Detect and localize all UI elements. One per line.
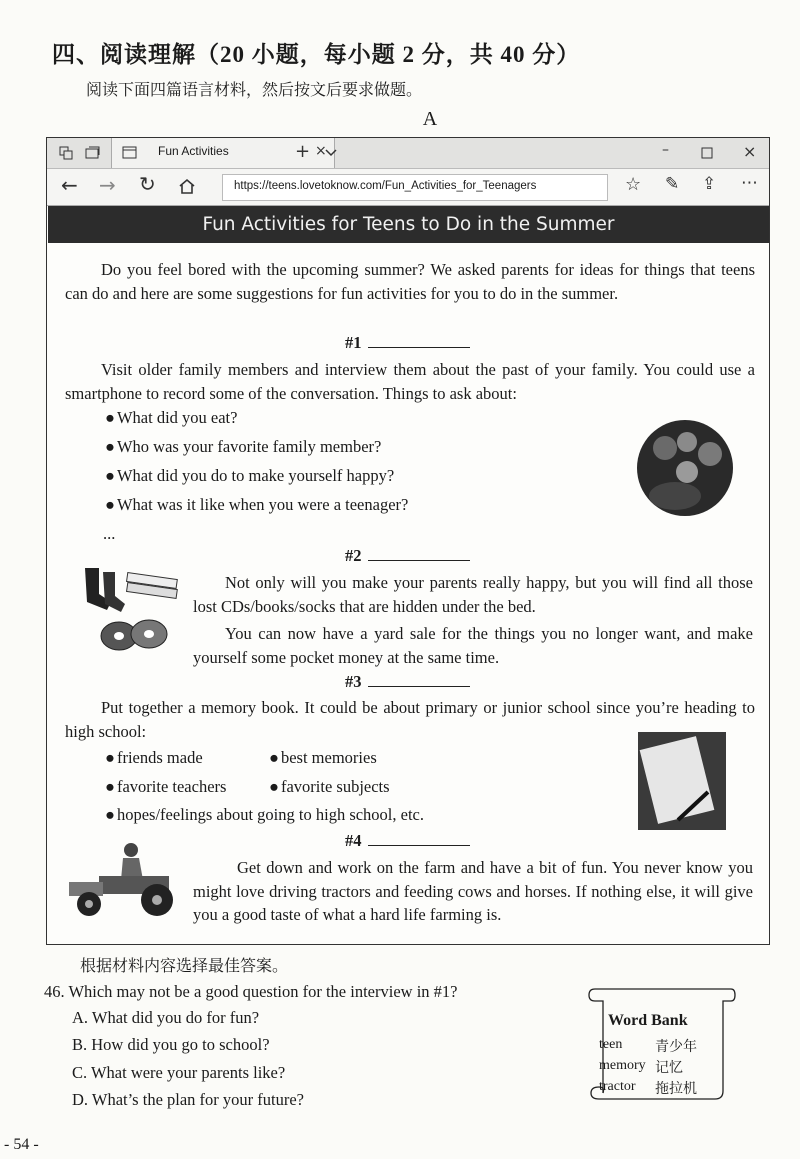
word-bank-title: Word Bank — [608, 1012, 688, 1029]
family-photo — [635, 418, 735, 518]
share-icon[interactable]: ⇪ — [702, 174, 717, 194]
option-b[interactable]: B. How did you go to school? — [72, 1035, 270, 1054]
minimize-icon[interactable]: – — [662, 142, 669, 158]
section-2-paragraph-2: You can now have a yard sale for the things you no longer want, and make yourself some pocket money at the same time. — [193, 624, 753, 667]
home-icon[interactable] — [178, 178, 196, 194]
option-a[interactable]: A. What did you do for fun? — [72, 1008, 260, 1027]
favorites-icon[interactable]: ☆ — [625, 174, 642, 195]
list-item: ● friends made — [105, 748, 203, 768]
word-zh: 记忆 — [655, 1061, 683, 1076]
option-d[interactable]: D. What’s the plan for your future? — [72, 1090, 304, 1109]
word-en: memory — [599, 1058, 646, 1073]
new-tab-icon[interactable]: + — [295, 141, 311, 162]
more-icon[interactable]: ⋯ — [741, 173, 758, 193]
word-en: teen — [599, 1037, 623, 1052]
back-icon[interactable]: ← — [61, 173, 78, 197]
page-number: - 54 - — [4, 1136, 39, 1153]
task-instruction: 根据材料内容选择最佳答案。 — [80, 958, 289, 975]
list-item: ● favorite subjects — [269, 777, 390, 797]
address-bar — [47, 169, 769, 206]
tab-title: Fun Activities — [158, 144, 229, 158]
intro-paragraph: Do you feel bored with the upcoming summer? We asked parents for ideas for things that teens can do and here are some suggestions for fun activities for you to do in the summer. — [65, 260, 755, 303]
list-item: ● What was it like when you were a teenager? — [105, 495, 408, 515]
section-3-heading: #3 — [345, 672, 470, 692]
section-2-heading: #2 — [345, 546, 470, 566]
word-en: tractor — [599, 1079, 636, 1094]
set-aside-tabs-icon[interactable] — [85, 146, 101, 160]
instruction-text: 阅读下面四篇语言材料，然后按文后要求做题。 — [86, 82, 423, 99]
question-stem: 46. Which may not be a good question for the interview in #1? — [44, 982, 458, 1001]
url-text: https://teens.lovetoknow.com/Fun_Activities_for_Teenagers — [234, 180, 537, 192]
section-1-heading: #1 — [345, 333, 470, 353]
close-tab-icon[interactable]: × — [315, 143, 327, 159]
section-2-paragraph-1: Not only will you make your parents really happy, but you will find all those lost CDs/books/socks that are hidden under the bed. — [193, 573, 753, 616]
page-icon — [122, 146, 138, 160]
option-c[interactable]: C. What were your parents like? — [72, 1063, 286, 1082]
word-bank — [585, 983, 737, 1107]
word-zh: 拖拉机 — [655, 1082, 697, 1097]
refresh-icon[interactable]: ↻ — [139, 172, 156, 196]
url-field[interactable] — [222, 174, 608, 201]
browser-window — [46, 137, 770, 945]
ellipsis: ... — [103, 524, 116, 543]
list-item: ● hopes/feelings about going to high school, etc. — [105, 805, 424, 825]
section-3-paragraph: Put together a memory book. It could be about primary or junior school since you’re heading to high school: — [65, 698, 755, 741]
word-zh: 青少年 — [655, 1040, 697, 1055]
list-item: ● What did you eat? — [105, 408, 237, 428]
section-4-paragraph: Get down and work on the farm and have a bit of fun. You never know you might love driving tractors and feeding cows and horses. If nothing else, it will give you a good taste of what a hard life farming is. — [193, 858, 753, 924]
notebook-photo — [638, 732, 726, 830]
section-1-paragraph: Visit older family members and interview them about the past of your family. You could use a smartphone to record some of the conversation. Things to ask about: — [65, 360, 755, 403]
page-banner: Fun Activities for Teens to Do in the Summer — [48, 206, 769, 243]
socks-books-cds-image — [77, 564, 187, 656]
section-4-heading: #4 — [345, 831, 470, 851]
tractor-image — [63, 838, 185, 920]
pen-icon[interactable]: ✎ — [665, 174, 680, 194]
list-item: ● best memories — [269, 748, 377, 768]
chevron-down-icon[interactable] — [325, 149, 337, 157]
passage-label: A — [422, 108, 438, 130]
list-item: ● favorite teachers — [105, 777, 226, 797]
tab-bar — [47, 138, 769, 169]
list-item: ● What did you do to make yourself happy? — [105, 466, 394, 486]
list-item: ● Who was your favorite family member? — [105, 437, 381, 457]
section-title: 四、阅读理解（20 小题，每小题 2 分，共 40 分） — [52, 42, 581, 67]
maximize-icon[interactable] — [701, 147, 713, 159]
tab-actions-icon[interactable] — [59, 146, 73, 160]
close-window-icon[interactable]: × — [743, 142, 757, 161]
forward-icon[interactable]: → — [99, 173, 116, 197]
